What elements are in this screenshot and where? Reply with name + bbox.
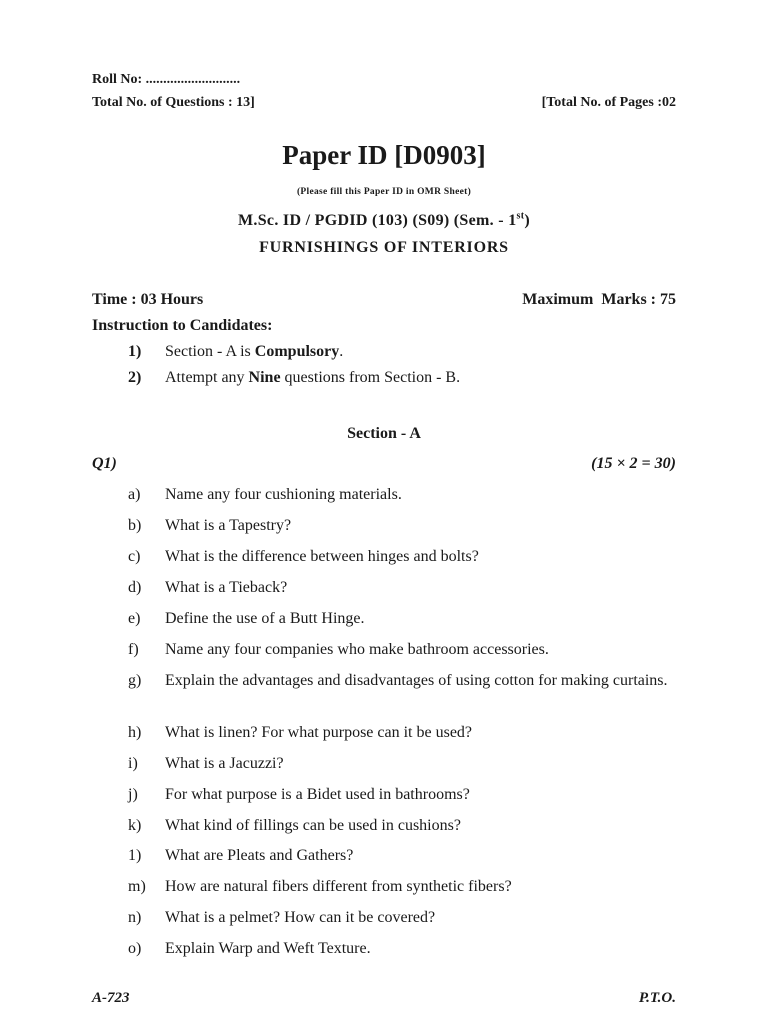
instruction-number: 1): [128, 343, 142, 360]
item-letter: c): [128, 548, 141, 565]
item-text: Name any four cushioning materials.: [165, 486, 402, 503]
item-letter: d): [128, 579, 142, 596]
instruction-emphasis: Nine: [248, 369, 281, 386]
instruction-text: Attempt any: [165, 369, 249, 386]
item-text: What is a Tapestry?: [165, 517, 292, 534]
item-letter: b): [128, 517, 142, 534]
instructions-heading: Instruction to Candidates:: [92, 317, 273, 334]
course-superscript: st: [516, 210, 525, 222]
time-allowed: Time : 03 Hours: [92, 291, 204, 308]
paper-code: A-723: [92, 990, 130, 1006]
instruction-text: Section - A is: [165, 343, 255, 360]
section-a-title: Section - A: [347, 425, 421, 442]
instruction-number: 2): [128, 369, 142, 386]
course-main: M.Sc. ID / PGDID (103) (S09) (Sem. - 1: [238, 212, 517, 229]
item-text: What is the difference between hinges and bolts?: [165, 548, 479, 565]
item-letter: k): [128, 817, 142, 834]
item-text: Name any four companies who make bathroom accessories.: [165, 641, 549, 658]
item-text: What kind of fillings can be used in cushions?: [165, 817, 461, 834]
instruction-emphasis: Compulsory: [254, 343, 340, 360]
item-letter: i): [128, 755, 138, 772]
item-letter: o): [128, 940, 142, 957]
item-text: What is linen? For what purpose can it be used?: [165, 724, 473, 741]
course-end: ): [524, 212, 530, 229]
item-text: What is a Tieback?: [165, 579, 288, 596]
item-letter: g): [128, 672, 142, 689]
total-questions: Total No. of Questions : 13]: [92, 95, 255, 110]
item-letter: h): [128, 724, 142, 741]
item-letter: f): [128, 641, 139, 658]
maximum-marks: Maximum Marks : 75: [522, 291, 676, 308]
item-text: Define the use of a Butt Hinge.: [165, 610, 365, 627]
instruction-item: [165, 369, 460, 387]
item-text: Explain Warp and Weft Texture.: [165, 940, 371, 957]
total-pages: [Total No. of Pages :02: [541, 95, 676, 110]
please-turn-over: P.T.O.: [638, 990, 676, 1006]
item-letter: 1): [128, 847, 142, 864]
course-line: [0, 212, 768, 230]
instruction-text-end: questions from Section - B.: [280, 369, 461, 386]
item-text: For what purpose is a Bidet used in bathrooms?: [165, 786, 470, 803]
omr-note: (Please fill this Paper ID in OMR Sheet): [296, 187, 472, 197]
item-text: How are natural fibers different from synthetic fibers?: [165, 878, 512, 895]
question-label: Q1): [92, 455, 117, 472]
item-letter: j): [128, 786, 138, 803]
item-letter: a): [128, 486, 141, 503]
item-text: What is a pelmet? How can it be covered?: [165, 909, 436, 926]
roll-no: Roll No: ...........................: [92, 72, 241, 87]
item-letter: m): [128, 878, 146, 895]
instruction-text-end: .: [339, 343, 344, 360]
subject-title: FURNISHINGS OF INTERIORS: [259, 239, 509, 256]
item-text: Explain the advantages and disadvantages of using cotton for making curtains.: [165, 672, 668, 689]
item-text: What are Pleats and Gathers?: [165, 847, 354, 864]
paper-title: Paper ID [D0903]: [282, 140, 486, 170]
instruction-item: [165, 343, 343, 361]
item-letter: e): [128, 610, 141, 627]
question-marks: (15 × 2 = 30): [591, 455, 676, 472]
item-letter: n): [128, 909, 142, 926]
item-text: What is a Jacuzzi?: [165, 755, 284, 772]
